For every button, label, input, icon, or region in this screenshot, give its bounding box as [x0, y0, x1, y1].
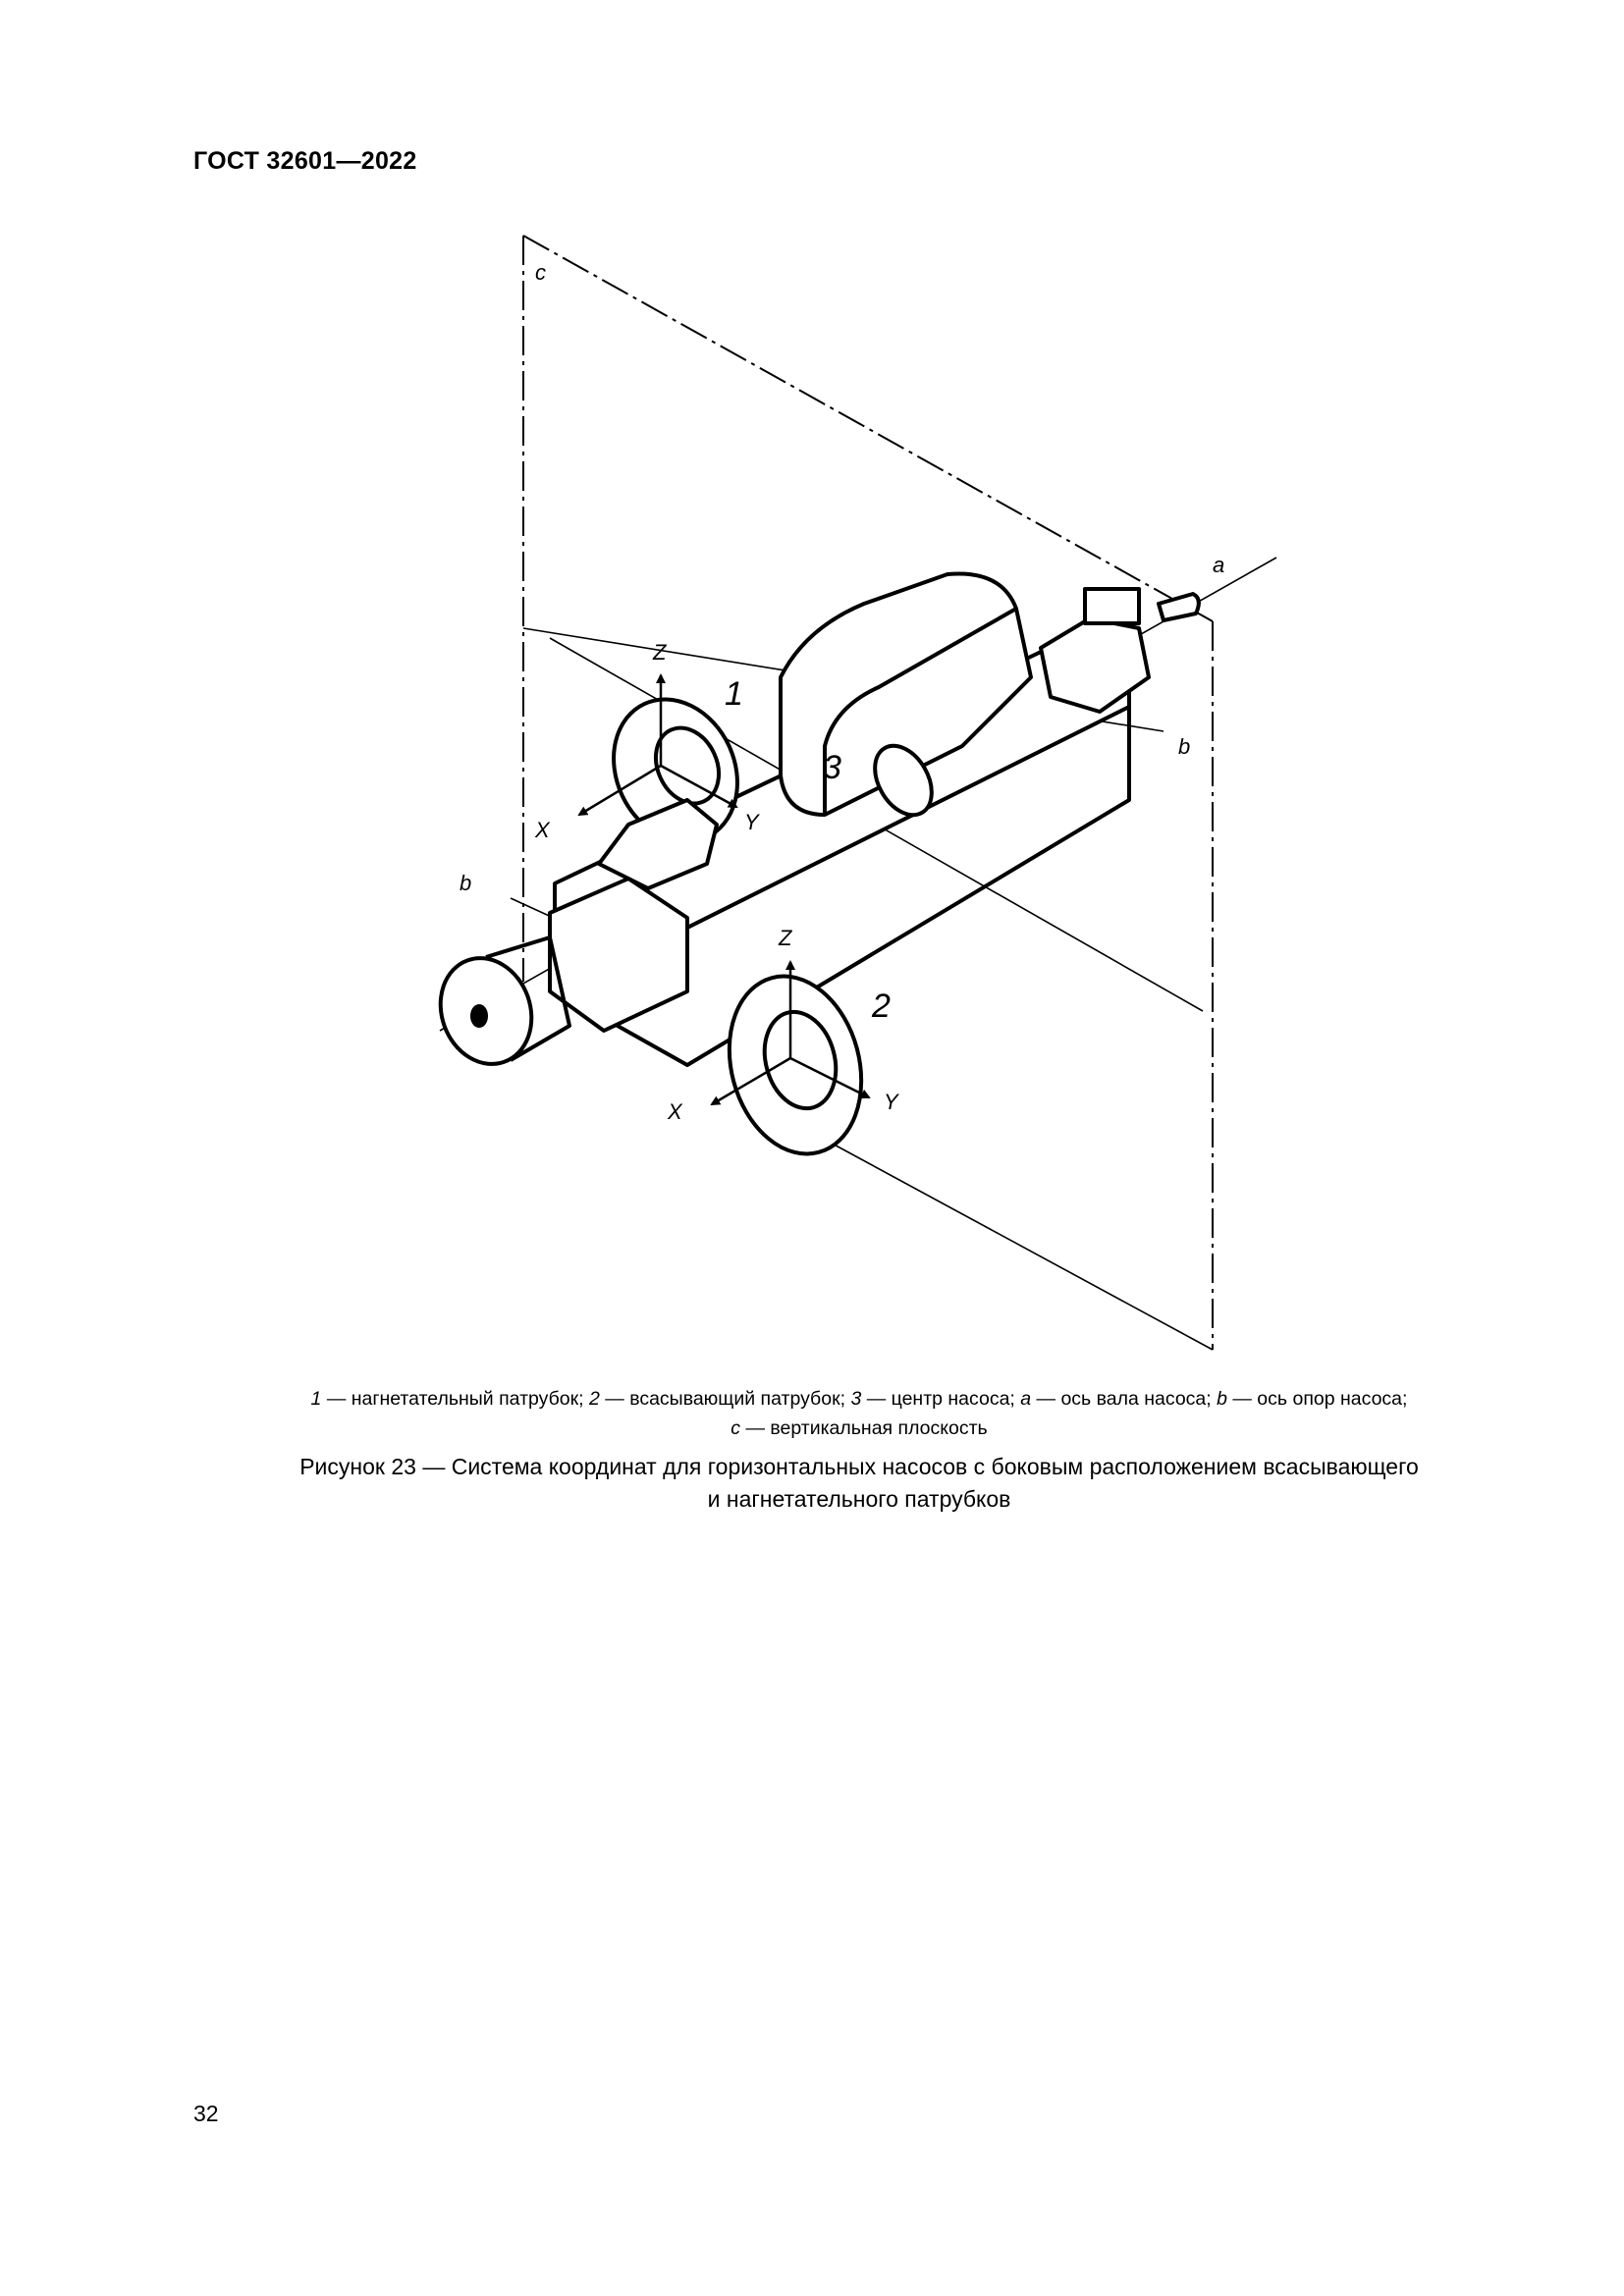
label-shaft-axis-a: a: [1213, 553, 1225, 577]
legend-text: — всасывающий патрубок;: [599, 1388, 851, 1410]
label-suction-y: Y: [884, 1090, 898, 1114]
legend-text: — нагнетательный патрубок;: [321, 1388, 589, 1410]
label-support-axis-b-right: b: [1178, 734, 1191, 759]
label-discharge-y: Y: [744, 810, 759, 834]
label-center-number: 3: [823, 749, 841, 786]
shaft-end: [1159, 594, 1199, 620]
legend-text: — ось опор насоса;: [1226, 1388, 1408, 1410]
label-support-axis-b-left: b: [460, 871, 472, 895]
legend-key: a: [1020, 1388, 1032, 1410]
legend-text: — центр насоса;: [861, 1388, 1021, 1410]
legend-line-2: [196, 1414, 1522, 1443]
legend-text: — вертикальная плоскость: [740, 1417, 988, 1439]
label-plane-c: c: [535, 260, 546, 285]
document-code-header: ГОСТ 32601—2022: [193, 147, 417, 175]
legend-key: 1: [310, 1388, 322, 1410]
pump-body: [426, 573, 1199, 1168]
page-number: 32: [193, 2101, 219, 2126]
legend-key: c: [731, 1417, 741, 1439]
label-discharge-x: X: [535, 818, 550, 842]
legend-key: b: [1217, 1388, 1227, 1410]
label-suction-z: Z: [779, 926, 792, 950]
figure-caption-line-2: и нагнетательного патрубков: [707, 1486, 1011, 1512]
label-suction-number: 2: [872, 988, 891, 1025]
legend-key: 2: [589, 1388, 600, 1410]
legend-key: 3: [850, 1388, 862, 1410]
figure-caption: [196, 1451, 1522, 1516]
legend-line-1: [196, 1384, 1522, 1414]
label-discharge-z: Z: [653, 640, 667, 665]
figure-caption-line-1: Рисунок 23 — Система координат для горизонтальных насосов с боковым расположением всасывающего: [299, 1454, 1419, 1479]
label-discharge-number: 1: [725, 675, 743, 713]
label-suction-x: X: [668, 1099, 682, 1124]
figure-legend: [196, 1384, 1522, 1443]
legend-text: — ось вала насоса;: [1031, 1388, 1218, 1410]
right-bearing-housing: [1041, 618, 1149, 712]
plane-lower-edge: [805, 1129, 1213, 1350]
